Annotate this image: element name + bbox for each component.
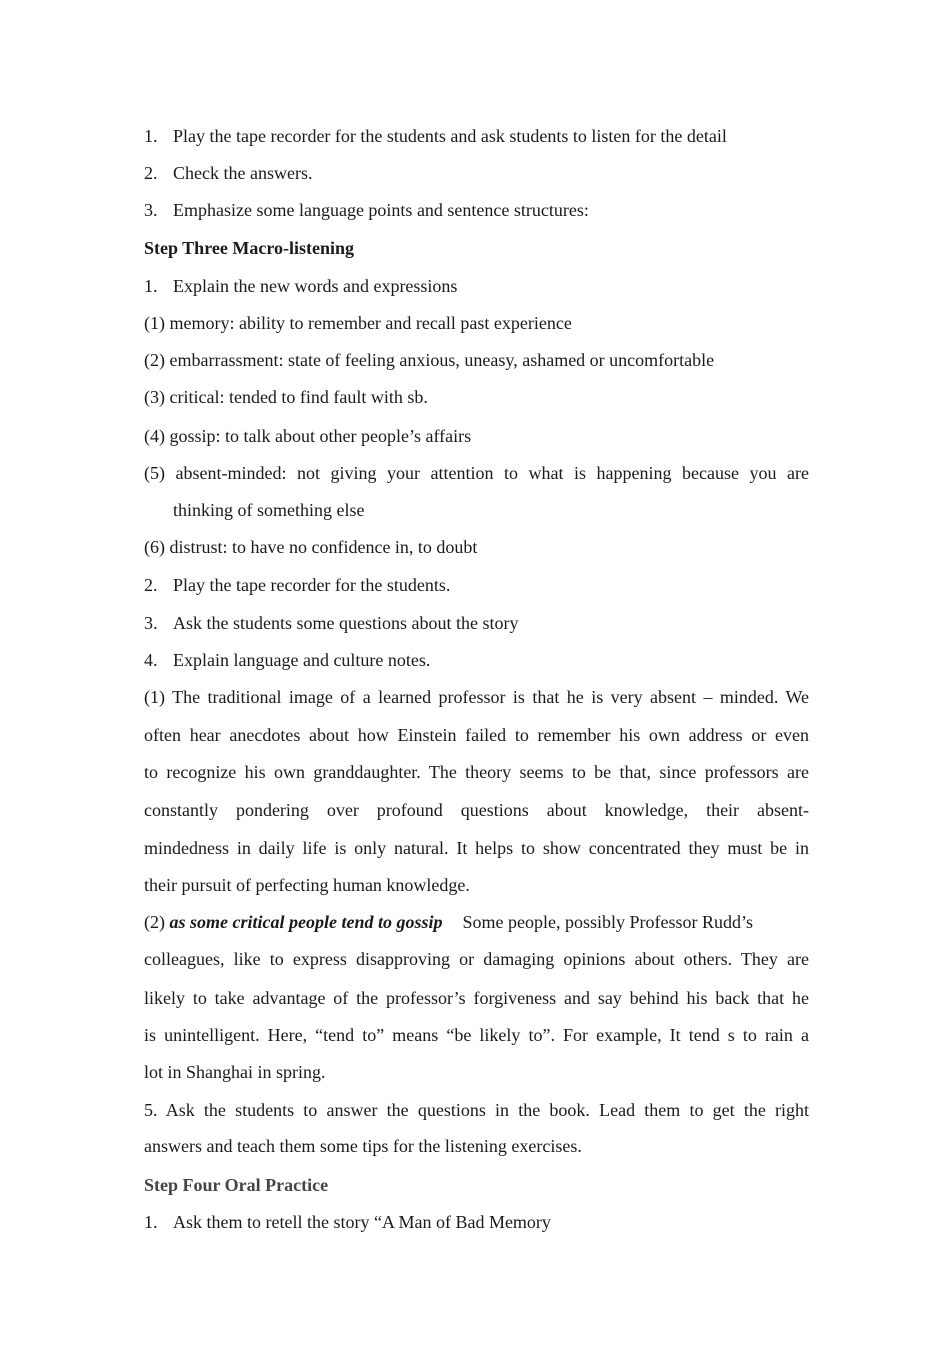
list-number: 1. xyxy=(144,126,158,146)
list-number: 2. xyxy=(144,575,158,595)
list-item xyxy=(144,574,450,596)
note-paragraph-line: is unintelligent. Here, “tend to” means “be likely to”. For example, It tend s to rain a xyxy=(144,1025,809,1045)
list-item xyxy=(144,612,518,634)
list-item xyxy=(144,649,430,671)
note-paragraph-line: mindedness in daily life is only natural. It helps to show concentrated they must be in xyxy=(144,838,809,858)
list-number: 3. xyxy=(144,200,158,220)
note-paragraph-line: their pursuit of perfecting human knowledge. xyxy=(144,875,470,895)
list-text: Emphasize some language points and sentence structures: xyxy=(173,200,589,220)
section-heading-step-four: Step Four Oral Practice xyxy=(144,1175,329,1195)
list-text: Play the tape recorder for the students and ask students to listen for the detail xyxy=(173,126,727,146)
list-text: Play the tape recorder for the students. xyxy=(173,575,451,595)
vocabulary-item: (2) embarrassment: state of feeling anxious, uneasy, ashamed or uncomfortable xyxy=(144,350,715,370)
list-item xyxy=(144,275,457,297)
note-paragraph-line: likely to take advantage of the professor’s forgiveness and say behind his back that he xyxy=(144,988,809,1008)
vocabulary-item: (6) distrust: to have no confidence in, to doubt xyxy=(144,537,478,557)
note-paragraph-line xyxy=(144,911,753,933)
list-text: Explain language and culture notes. xyxy=(173,650,431,670)
note-paragraph-line: to recognize his own granddaughter. The theory seems to be that, since professors are xyxy=(144,762,809,782)
list-text: Explain the new words and expressions xyxy=(173,276,458,296)
step-paragraph-line: 5. Ask the students to answer the questions in the book. Lead them to get the right xyxy=(144,1100,809,1120)
list-item xyxy=(144,125,727,147)
vocabulary-item-continued: thinking of something else xyxy=(173,500,365,520)
note-paragraph-line: constantly pondering over profound questions about knowledge, their absent- xyxy=(144,800,809,820)
list-text: Ask them to retell the story “A Man of Bad Memory xyxy=(173,1212,551,1232)
vocabulary-item: (5) absent-minded: not giving your attention to what is happening because you are xyxy=(144,463,809,483)
list-text: Ask the students some questions about the story xyxy=(173,613,519,633)
note-number: (2) xyxy=(144,912,170,932)
list-number: 2. xyxy=(144,163,158,183)
list-number: 4. xyxy=(144,650,158,670)
list-item xyxy=(144,199,589,221)
list-item xyxy=(144,162,312,184)
emphasized-phrase: as some critical people tend to gossip xyxy=(169,912,443,932)
note-paragraph-line: (1) The traditional image of a learned professor is that he is very absent – minded. We xyxy=(144,687,809,707)
step-paragraph-line: answers and teach them some tips for the listening exercises. xyxy=(144,1136,582,1156)
note-paragraph-line: often hear anecdotes about how Einstein failed to remember his own address or even xyxy=(144,725,809,745)
list-number: 1. xyxy=(144,1212,158,1232)
list-text: Check the answers. xyxy=(173,163,313,183)
vocabulary-item: (1) memory: ability to remember and recall past experience xyxy=(144,313,572,333)
section-heading-step-three: Step Three Macro-listening xyxy=(144,238,354,258)
note-paragraph-line: lot in Shanghai in spring. xyxy=(144,1062,326,1082)
note-text: Some people, possibly Professor Rudd’s xyxy=(462,912,753,932)
note-paragraph-line: colleagues, like to express disapproving or damaging opinions about others. They are xyxy=(144,949,809,969)
list-item xyxy=(144,1211,551,1233)
list-number: 3. xyxy=(144,613,158,633)
vocabulary-item: (3) critical: tended to find fault with sb. xyxy=(144,387,428,407)
list-number: 1. xyxy=(144,276,158,296)
vocabulary-item: (4) gossip: to talk about other people’s affairs xyxy=(144,426,472,446)
